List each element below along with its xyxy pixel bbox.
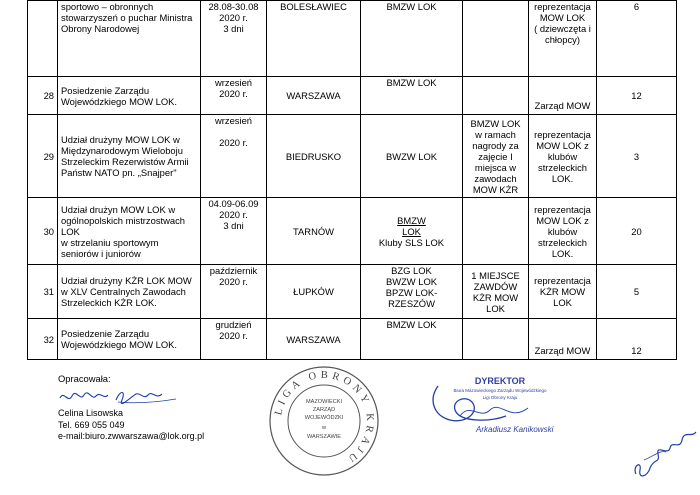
event-participants-line: reprezentacja (534, 203, 591, 215)
prepared-by-label: Opracowała: (58, 373, 111, 384)
svg-text:WARSZAWIE: WARSZAWIE (306, 434, 342, 440)
preparer-name: Celina Lisowska (58, 408, 124, 418)
event-date (201, 319, 267, 360)
event-participants (529, 265, 597, 319)
table-row (28, 265, 677, 319)
event-place: WARSZAWA (267, 319, 361, 360)
event-results (463, 319, 529, 360)
event-date-line: 2020 r. (219, 88, 248, 99)
event-date-line: 3 dni (223, 220, 244, 231)
event-participants-line: LOK (553, 297, 572, 308)
event-description-line: Obrony Narodowej (61, 23, 140, 34)
event-description-line: Posiedzenie Zarządu (61, 328, 150, 339)
event-participants (529, 319, 597, 360)
row-number: 31 (28, 265, 58, 319)
event-description-line: Wojewódzkiego MOW LOK. (61, 95, 178, 107)
event-organizer (361, 115, 463, 198)
table-row (28, 115, 677, 198)
participant-count: 5 (597, 265, 677, 319)
event-participants-line: chłopcy) (545, 34, 580, 45)
event-results-line: ZAWDÓW (473, 280, 518, 292)
event-results-line: MOW KŻR (472, 183, 519, 195)
event-organizer-line: BPZW LOK- (385, 287, 438, 298)
event-description-line: w strzelaniu sportowym (61, 236, 159, 248)
event-description-line: Strzeleckim Rezerwistów Armii (61, 156, 189, 167)
event-organizer-line: Kluby SLS LOK (378, 236, 445, 248)
event-participants-line: strzeleckich (538, 236, 587, 248)
event-participants-line: MOW LOK z (536, 139, 589, 151)
event-date-line: 2020 r. (219, 137, 248, 148)
event-participants-line: KŻR MOW (539, 286, 586, 297)
event-organizer-line: BWZW LOK (385, 150, 438, 162)
event-participants-line: MOW LOK z (536, 214, 589, 226)
event-results-line: nagrody za (472, 139, 519, 151)
event-description-line: Udział drużyny MOW LOK w (61, 134, 180, 145)
event-results-line: zajęcie I (478, 150, 513, 162)
event-date-line: 2020 r. (219, 330, 248, 341)
event-participants-line: Zarząd MOW (534, 100, 591, 111)
preparer-email: e-mail:biuro.zwwarszawa@lok.org.pl (58, 431, 205, 441)
event-description-line: Posiedzenie Zarządu (61, 84, 150, 96)
event-date-line: 2020 r. (219, 12, 248, 23)
event-participants (529, 77, 597, 115)
event-results (463, 265, 529, 319)
svg-text:Biura Mazowieckiego Zarządu Wo: Biura Mazowieckiego Zarządu Wojewódzkiego (453, 388, 547, 393)
event-place: TARNÓW (267, 198, 361, 265)
event-organizer (361, 77, 463, 115)
event-description (58, 265, 201, 319)
event-description-line: stowarzyszeń o puchar Ministra (61, 12, 193, 23)
event-organizer (361, 1, 463, 77)
event-date (201, 1, 267, 77)
event-description (58, 1, 201, 77)
event-results-line: miejsca w (474, 161, 517, 173)
event-participants-line: klubów (547, 150, 578, 162)
event-results (463, 115, 529, 198)
event-participants-line: reprezentacja (534, 275, 591, 286)
organization-seal (268, 365, 380, 477)
event-participants-line: LOK. (551, 172, 574, 184)
event-place: ŁUPKÓW (267, 265, 361, 319)
event-results-line: BMZW LOK (470, 117, 521, 129)
event-results (463, 198, 529, 265)
event-participants-line: LOK. (551, 247, 574, 259)
event-description (58, 115, 201, 198)
table-row (28, 1, 677, 77)
event-description-line: seniorów i juniorów (61, 247, 141, 259)
event-date-line: 28.08-30.08 (208, 1, 259, 12)
event-organizer-line: BMZW (397, 214, 426, 226)
event-description-line: Międzynarodowym Wieloboju (61, 145, 183, 156)
event-description-line: Udział drużyn MOW LOK w (61, 203, 176, 215)
event-organizer-line: BMZW LOK (386, 77, 437, 88)
event-place: BOLESŁAWIEC (267, 1, 361, 77)
event-description-line: Państw NATO pn. „Snajper" (61, 167, 177, 178)
table-row (28, 319, 677, 360)
event-description (58, 198, 201, 265)
event-date-line: grudzień (215, 319, 252, 330)
row-number: 28 (28, 77, 58, 115)
event-results (463, 1, 529, 77)
event-participants-line: reprezentacja (534, 1, 591, 12)
row-number: 32 (28, 319, 58, 360)
participant-count: 20 (597, 198, 677, 265)
participant-count: 3 (597, 115, 677, 198)
event-results-line: w ramach (475, 128, 516, 140)
row-number: 29 (28, 115, 58, 198)
event-participants (529, 115, 597, 198)
participant-count: 6 (597, 1, 677, 77)
participant-count: 12 (597, 319, 677, 360)
event-participants-line: MOW LOK (539, 12, 586, 23)
svg-text:DYREKTOR: DYREKTOR (474, 376, 526, 386)
event-description-line: LOK (61, 225, 80, 237)
event-participants (529, 198, 597, 265)
event-organizer (361, 319, 463, 360)
event-date-line (204, 126, 263, 137)
event-results-line: zawodach (474, 172, 517, 184)
event-description-line: Udział drużyny KŻR LOK MOW (61, 275, 192, 286)
event-organizer (361, 198, 463, 265)
event-participants-line: Zarząd MOW (534, 345, 591, 356)
preparer-signature (58, 386, 188, 408)
participant-count: 12 (597, 77, 677, 115)
event-description-line: sportowo – obronnych (61, 1, 154, 12)
event-description (58, 77, 201, 115)
event-results-line: LOK (486, 302, 505, 314)
event-organizer-line: BMZW LOK (386, 319, 437, 330)
svg-text:MAZOWIECKI: MAZOWIECKI (305, 399, 343, 405)
svg-text:w: w (321, 425, 327, 431)
event-description-line: w XLV Centralnych Zawodach (61, 286, 186, 297)
event-date-line: wrzesień (215, 77, 252, 88)
event-date-line: 3 dni (223, 23, 244, 34)
event-results (463, 77, 529, 115)
event-organizer-line: BZG LOK (391, 265, 432, 276)
event-date-line: 04.09-06.09 (208, 198, 259, 209)
event-participants-line: ( dziewczęta i (534, 23, 591, 34)
svg-text:Ligi Obrony Kraju: Ligi Obrony Kraju (482, 395, 518, 400)
row-number: 30 (28, 198, 58, 265)
svg-text:LIGA OBRONY KRAJU: LIGA OBRONY KRAJU (273, 369, 376, 466)
event-participants-line: klubów (547, 225, 578, 237)
director-stamp (410, 372, 560, 442)
event-organizer-line: BWZW LOK (385, 276, 438, 287)
event-date-line: 2020 r. (219, 209, 248, 220)
event-description-line: Wojewódzkiego MOW LOK. (61, 339, 178, 350)
event-date-line: 2020 r. (219, 276, 248, 287)
event-results-line: KŻR MOW (472, 291, 519, 303)
event-date (201, 265, 267, 319)
events-table (27, 0, 677, 360)
event-organizer-line: BMZW LOK (386, 1, 437, 12)
margin-signature (630, 430, 700, 480)
event-description (58, 319, 201, 360)
event-date (201, 77, 267, 115)
event-organizer-line: RZESZÓW (388, 298, 435, 309)
table-row (28, 198, 677, 265)
svg-text:Arkadiusz Kanikowski: Arkadiusz Kanikowski (476, 425, 554, 434)
event-place: BIEDRUSKO (267, 115, 361, 198)
event-date (201, 198, 267, 265)
event-organizer (361, 265, 463, 319)
preparer-phone: Tel. 669 055 049 (58, 420, 125, 430)
event-description-line: Strzeleckich KŻR LOK. (61, 297, 157, 308)
event-date (201, 115, 267, 198)
event-results-line: 1 MIEJSCE (471, 269, 520, 281)
table-row (28, 77, 677, 115)
row-number (28, 1, 58, 77)
svg-text:ZARZĄD: ZARZĄD (312, 407, 336, 413)
event-description-line: ogólnopolskich mistrzostwach (61, 214, 186, 226)
event-date-line: październik (209, 265, 258, 276)
event-participants-line: reprezentacja (534, 128, 591, 140)
event-participants-line: strzeleckich (538, 161, 587, 173)
svg-text:WOJEWÓDZKI: WOJEWÓDZKI (304, 415, 344, 421)
event-participants (529, 1, 597, 77)
event-date-line: wrzesień (215, 115, 252, 126)
event-place: WARSZAWA (267, 77, 361, 115)
event-organizer-line: LOK (402, 225, 421, 237)
